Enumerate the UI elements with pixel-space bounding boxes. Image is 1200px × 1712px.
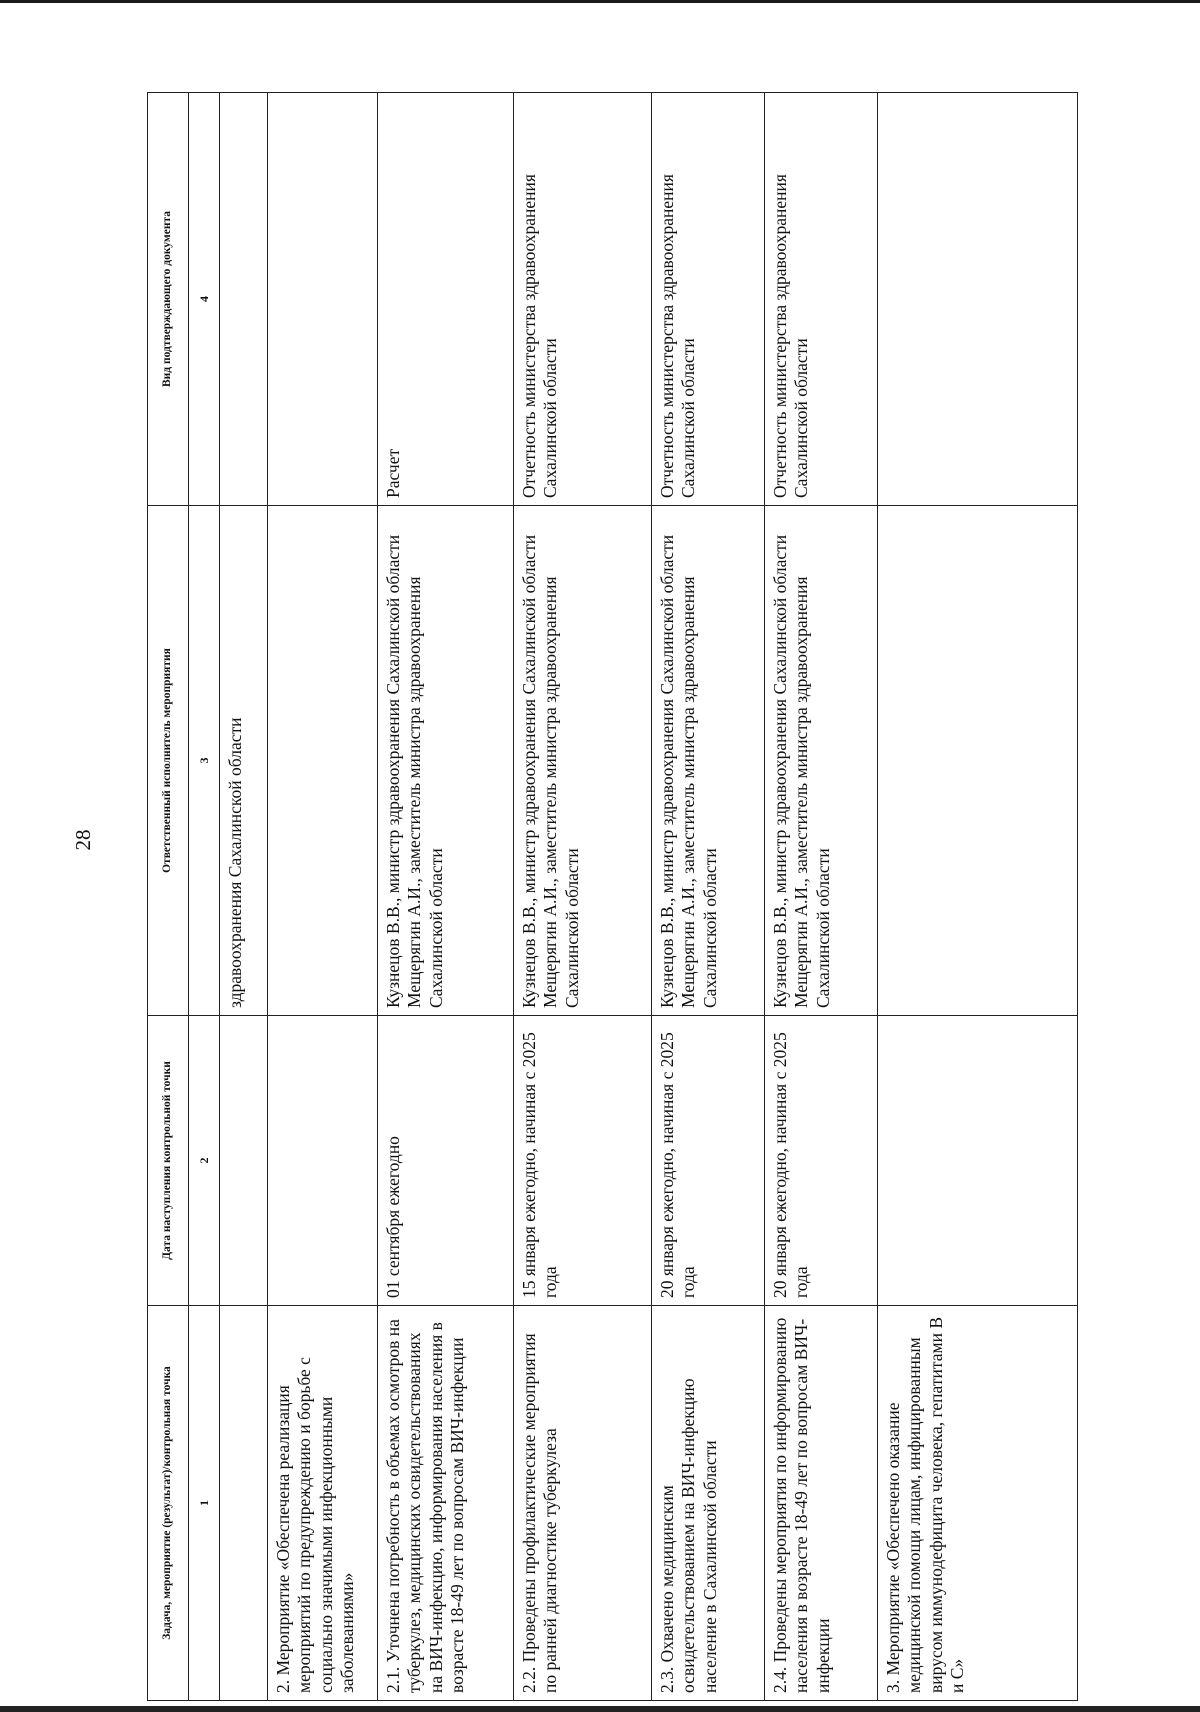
cell-task: 2. Мероприятие «Обеспечена реализация мероприятий по предупреждению и борьбе с социально значимыми инфекционными заболеваниями» xyxy=(268,1306,378,1701)
cell-task: 2.3. Охвачено медицинским освидетельствованием на ВИЧ-инфекцию население в Сахалинской области xyxy=(652,1306,765,1701)
cell-task: 2.2. Проведены профилактические мероприятия по ранней диагностике туберкулеза xyxy=(514,1306,652,1701)
cell-responsible: Кузнецов В.В., министр здравоохранения Сахалинской области Мещерягин А.И., заместитель министра здравоохранения Сахалинской области xyxy=(514,506,652,1016)
cell-responsible: Кузнецов В.В., министр здравоохранения Сахалинской области Мещерягин А.И., заместитель министра здравоохранения Сахалинской области xyxy=(378,506,514,1016)
cell-date xyxy=(220,1016,268,1306)
cell-responsible xyxy=(268,506,378,1016)
header-document: Вид подтверждающего документа xyxy=(148,93,189,506)
cell-responsible: здравоохранения Сахалинской области xyxy=(220,506,268,1016)
table-header-row xyxy=(148,93,189,1701)
cell-responsible: Кузнецов В.В., министр здравоохранения Сахалинской области Мещерягин А.И., заместитель министра здравоохранения Сахалинской области xyxy=(765,506,878,1016)
table-row xyxy=(514,93,652,1701)
cell-task xyxy=(220,1306,268,1701)
cell-task: 2.1. Уточнена потребность в объемах осмотров на туберкулез, медицинских освидетельствованиях на ВИЧ-инфекцию, информирования населения в возрасте 18-49 лет по вопросам ВИЧ-инфекции xyxy=(378,1306,514,1701)
cell-document: Отчетность министерства здравоохранения Сахалинской области xyxy=(514,93,652,506)
column-number-1: 1 xyxy=(189,1306,220,1701)
page-number: 28 xyxy=(71,829,95,851)
cell-document xyxy=(268,93,378,506)
cell-document xyxy=(878,93,1078,506)
cell-document: Отчетность министерства здравоохранения Сахалинской области xyxy=(765,93,878,506)
cell-task: 2.4. Проведены мероприятия по информированию населения в возрасте 18-49 лет по вопросам ВИЧ-инфекции xyxy=(765,1306,878,1701)
cell-date: 20 января ежегодно, начиная с 2025 года xyxy=(652,1016,765,1306)
header-responsible: Ответственный исполнитель мероприятия xyxy=(148,506,189,1016)
cell-document: Отчетность министерства здравоохранения Сахалинской области xyxy=(652,93,765,506)
column-number-row xyxy=(189,93,220,1701)
header-task: Задача, мероприятие (результат)/контрольная точка xyxy=(148,1306,189,1701)
scan-edge-top xyxy=(0,0,1200,3)
table-row xyxy=(878,93,1078,1701)
cell-task: 3. Мероприятие «Обеспечено оказание медицинской помощи лицам, инфицированным вирусом иммунодефицита человека, гепатитами В и С» xyxy=(878,1306,1078,1701)
control-points-table xyxy=(147,92,1078,1701)
table-row xyxy=(268,93,378,1701)
header-date: Дата наступления контрольной точки xyxy=(148,1016,189,1306)
cell-date xyxy=(878,1016,1078,1306)
cell-responsible: Кузнецов В.В., министр здравоохранения Сахалинской области Мещерягин А.И., заместитель министра здравоохранения Сахалинской области xyxy=(652,506,765,1016)
rotated-table-container xyxy=(147,93,1077,1701)
column-number-3: 3 xyxy=(189,506,220,1016)
cell-document xyxy=(220,93,268,506)
cell-document: Расчет xyxy=(378,93,514,506)
scan-edge-bottom xyxy=(0,1706,1200,1712)
cell-date: 20 января ежегодно, начиная с 2025 года xyxy=(765,1016,878,1306)
table-row xyxy=(378,93,514,1701)
column-number-2: 2 xyxy=(189,1016,220,1306)
cell-date: 01 сентября ежегодно xyxy=(378,1016,514,1306)
column-number-4: 4 xyxy=(189,93,220,506)
cell-date: 15 января ежегодно, начиная с 2025 года xyxy=(514,1016,652,1306)
table-row xyxy=(765,93,878,1701)
table-row xyxy=(220,93,268,1701)
cell-responsible xyxy=(878,506,1078,1016)
cell-date xyxy=(268,1016,378,1306)
table-row xyxy=(652,93,765,1701)
